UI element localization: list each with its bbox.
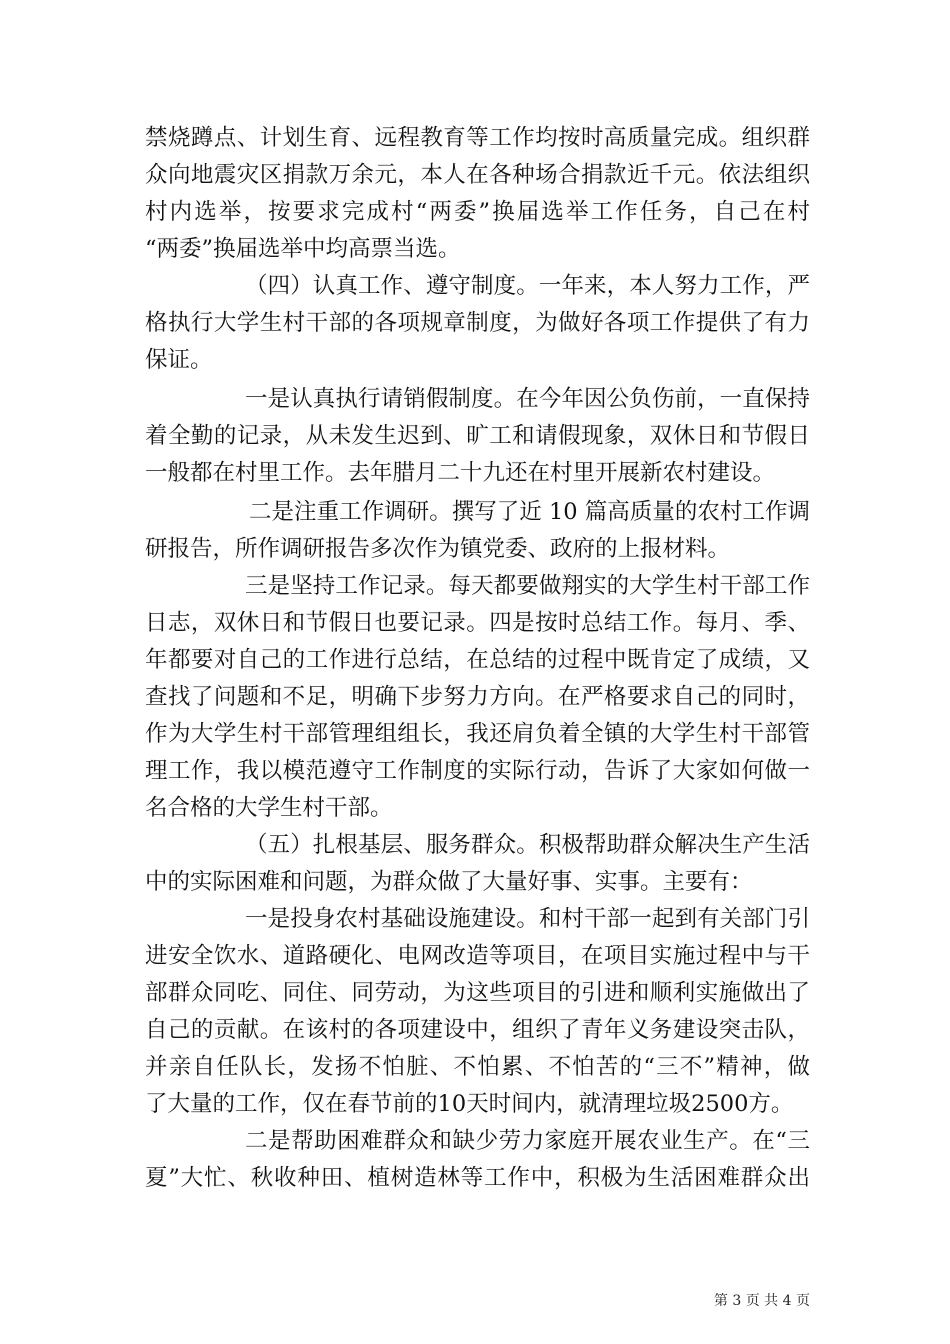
text-line: 二是帮助困难群众和缺少劳力家庭开展农业生产。在“三 (245, 1128, 810, 1154)
text-line: （五）扎根基层、服务群众。积极帮助群众解决生产生活 (245, 832, 810, 858)
text-line: 众向地震灾区捐款万余元，本人在各种场合捐款近千元。依法组织 (145, 162, 810, 188)
text-line: 一般都在村里工作。去年腊月二十九还在村里开展新农村建设。 (145, 460, 776, 486)
text-line: 研报告，所作调研报告多次作为镇党委、政府的上报材料。 (145, 536, 731, 562)
text-line: 村内选举，按要求完成村“两委”换届选举工作任务，自己在村 (145, 199, 810, 225)
text-line: 并亲自任队长，发扬不怕脏、不怕累、不怕苦的“三不”精神，做 (145, 1054, 810, 1080)
text-line: 二是注重工作调研。撰写了近 10 篇高质量的农村工作调 (249, 499, 810, 525)
text-line: 着全勤的记录，从未发生迟到、旷工和请假现象，双休日和节假日 (145, 423, 810, 449)
text-line: 部群众同吃、同住、同劳动，为这些项目的引进和顺利实施做出了 (145, 980, 810, 1006)
text-line: 一是认真执行请销假制度。在今年因公负伤前，一直保持 (245, 386, 810, 412)
text-line: 进安全饮水、道路硬化、电网改造等项目，在项目实施过程中与干 (145, 943, 810, 969)
text-line: 保证。 (145, 347, 213, 373)
text-line: 了大量的工作，仅在春节前的10天时间内，就清理垃圾2500方。 (145, 1091, 794, 1117)
text-line: 中的实际困难和问题，为群众做了大量好事、实事。主要有： (145, 869, 753, 895)
text-line: 夏”大忙、秋收种田、植树造林等工作中，积极为生活困难群众出 (145, 1165, 810, 1191)
text-line: 一是投身农村基础设施建设。和村干部一起到有关部门引 (245, 906, 810, 932)
page-number-footer: 第 3 页 共 4 页 (713, 1293, 810, 1309)
text-line: （四）认真工作、遵守制度。一年来，本人努力工作，严 (245, 273, 810, 299)
text-line: 查找了问题和不足，明确下步努力方向。在严格要求自己的同时， (145, 684, 810, 710)
text-line: 理工作，我以模范遵守工作制度的实际行动，告诉了大家如何做一 (145, 758, 810, 784)
text-line: 名合格的大学生村干部。 (145, 795, 393, 821)
text-line: “两委”换届选举中均高票当选。 (145, 236, 461, 262)
text-line: 自己的贡献。在该村的各项建设中，组织了青年义务建设突击队， (145, 1017, 810, 1043)
text-line: 三是坚持工作记录。每天都要做翔实的大学生村干部工作 (245, 573, 810, 599)
text-line: 格执行大学生村干部的各项规章制度，为做好各项工作提供了有力 (145, 310, 810, 336)
text-line: 年都要对自己的工作进行总结，在总结的过程中既肯定了成绩，又 (145, 647, 810, 673)
text-line: 禁烧蹲点、计划生育、远程教育等工作均按时高质量完成。组织群 (145, 125, 810, 151)
text-line: 作为大学生村干部管理组组长，我还肩负着全镇的大学生村干部管 (145, 721, 810, 747)
text-line: 日志，双休日和节假日也要记录。四是按时总结工作。每月、季、 (145, 610, 810, 636)
